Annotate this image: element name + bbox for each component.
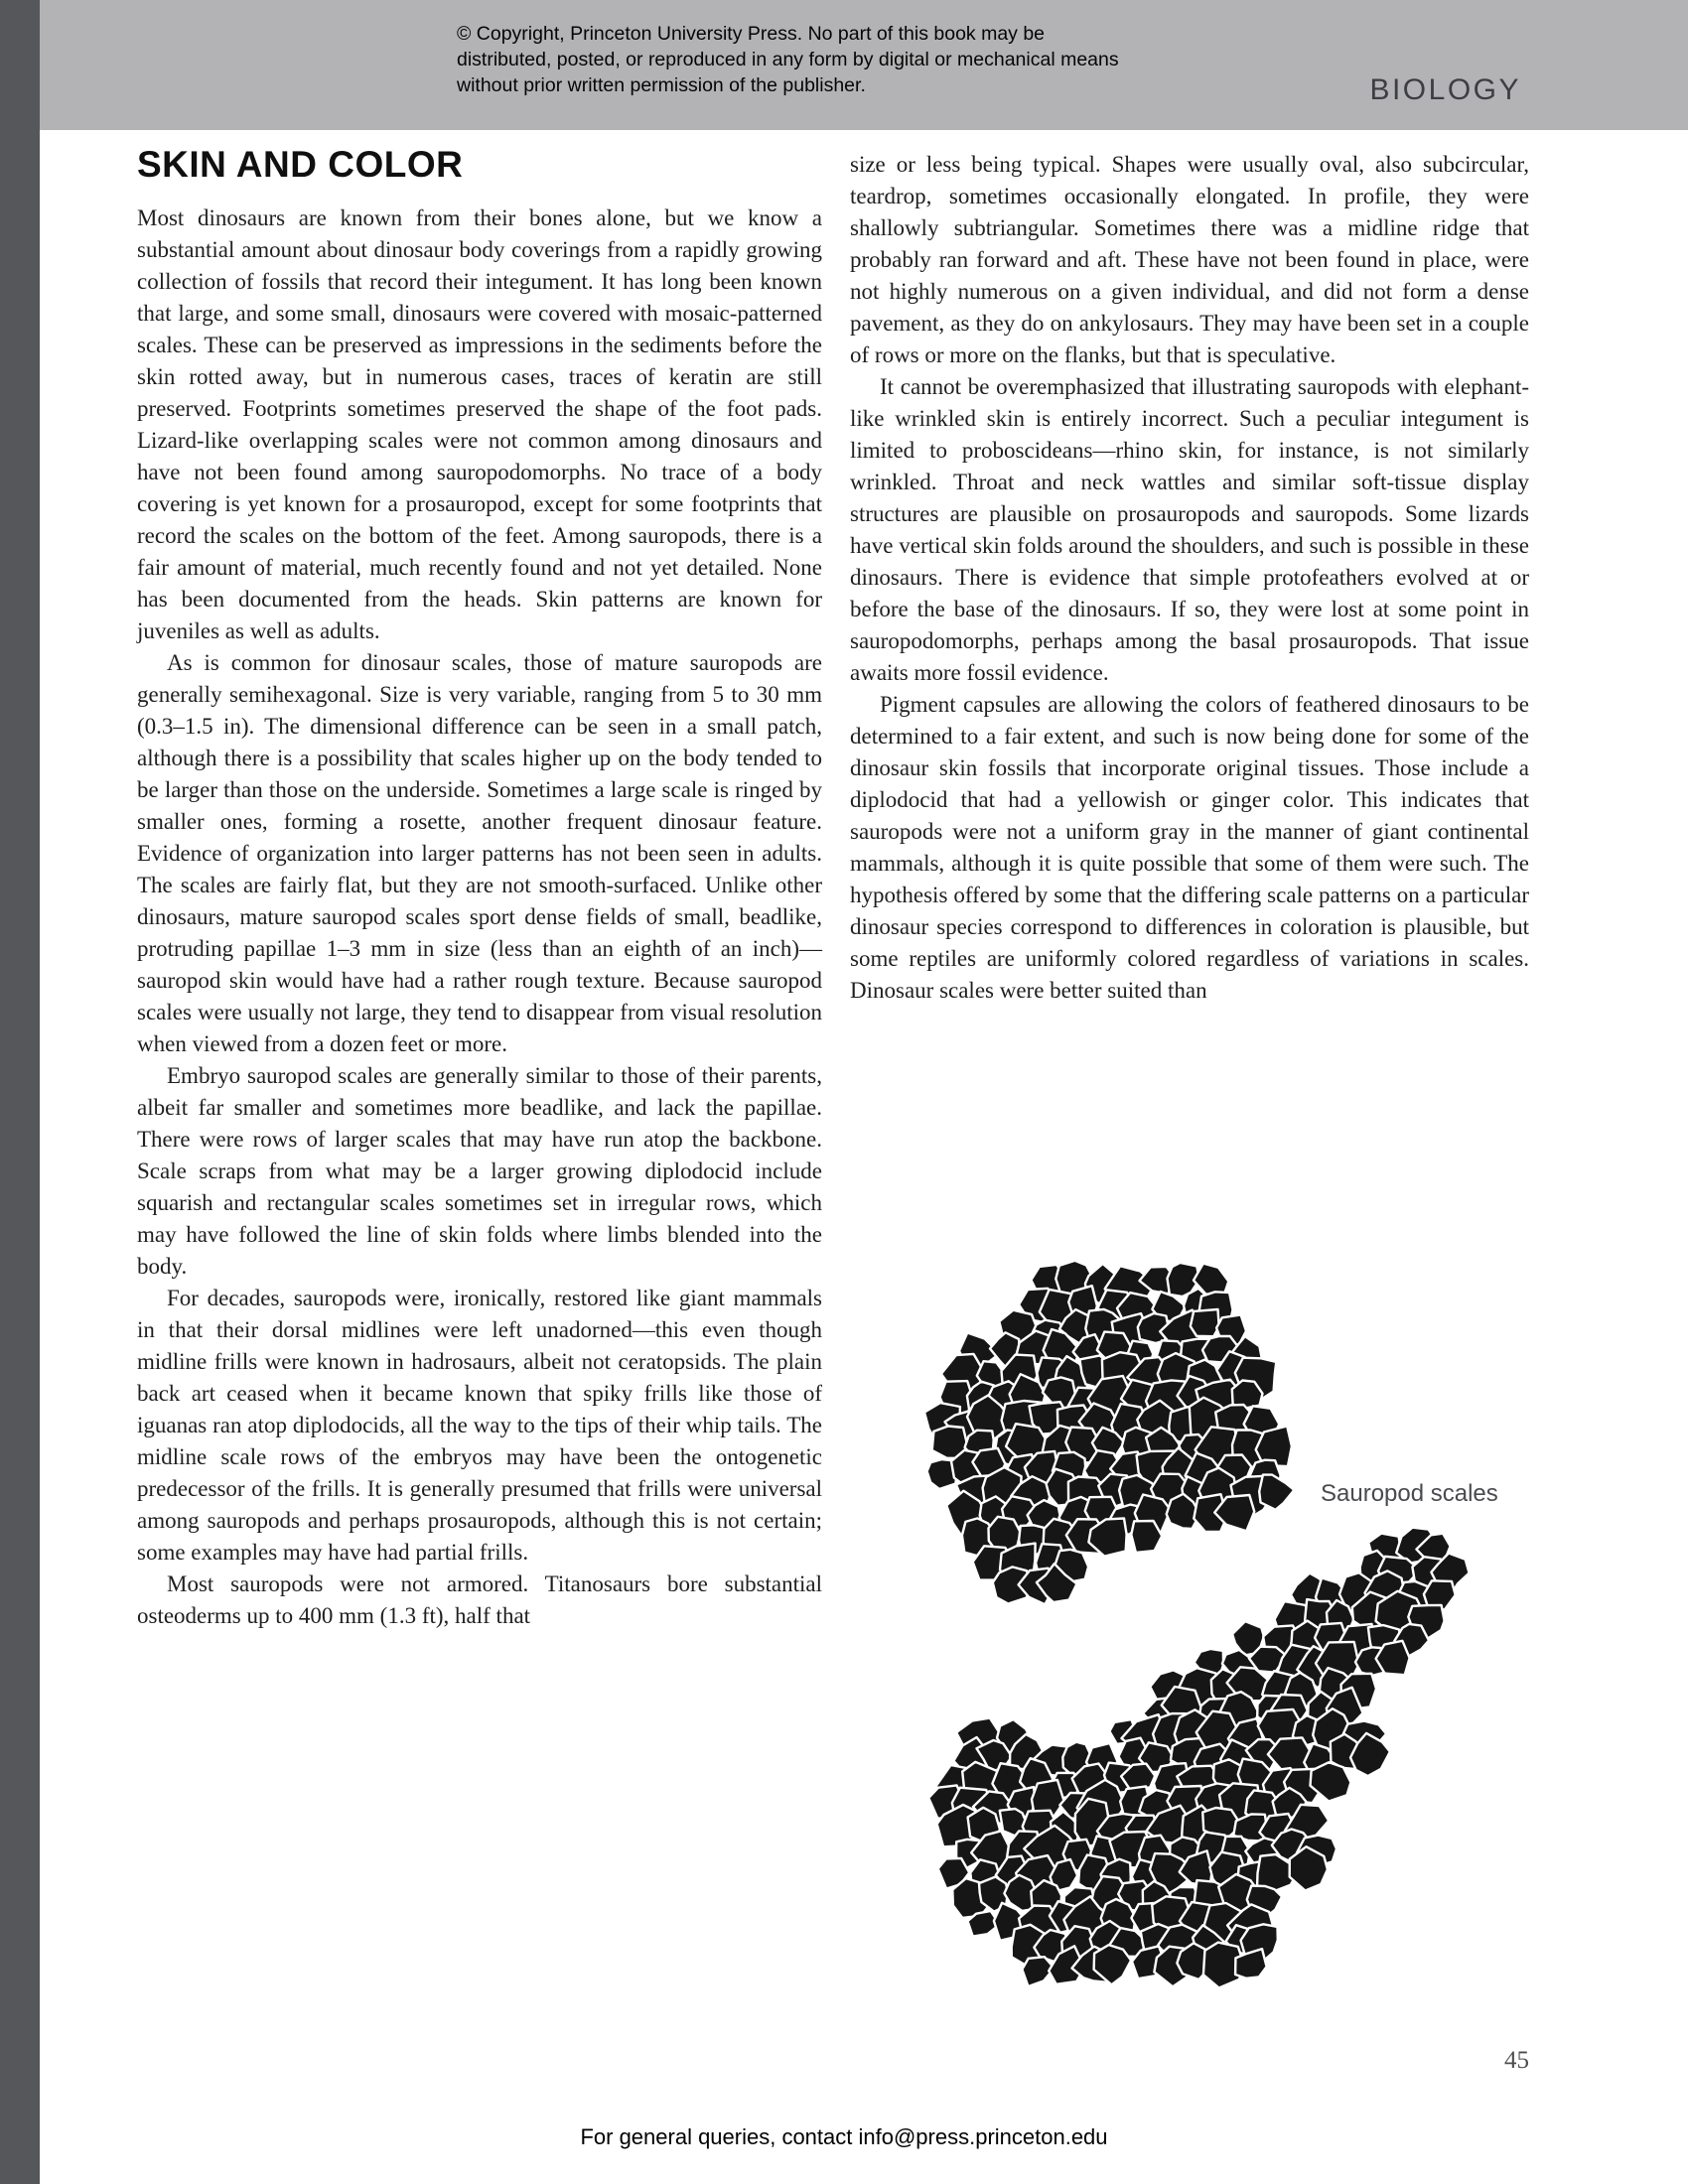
section-label: BIOLOGY xyxy=(1369,73,1521,106)
figure-caption: Sauropod scales xyxy=(1321,1480,1498,1507)
paragraph: For decades, sauropods were, ironically, restored like giant mammals in that their dorsal midlines were left unadorned—this even though midline frills were known in hadrosaurs, albeit not ceratopsids. The plain back art ceased when it became known that spiky frills like those of iguanas ran atop diplodocids, all the way to the tips of their whip tails. The midline scale rows of the embryos may have been the ontogenetic predecessor of the frills. It is generally presumed that frills were universal among sauropods and perhaps prosauropods, although this is not certain; some examples may have had partial frills. xyxy=(137,1286,822,1565)
paragraph: Embryo sauropod scales are generally similar to those of their parents, albeit far smaller and sometimes more beadlike, and lack the papillae. There were rows of larger scales that may have run atop the backbone. Scale scraps from what may be a larger growing diplodocid include squarish and rectangular scales sometimes set in irregular rows, which may have followed the line of skin folds where limbs blended into the body. xyxy=(137,1063,822,1279)
page-number: 45 xyxy=(1504,2047,1529,2074)
right-column xyxy=(850,149,1529,1007)
copyright-notice: © Copyright, Princeton University Press. No part of this book may be distributed, posted, or reproduced in any form by digital or mechanical means without prior written permission of the publisher. xyxy=(457,23,1119,96)
left-column-text xyxy=(137,203,822,1632)
right-column-text xyxy=(850,149,1529,1007)
paragraph: It cannot be overemphasized that illustrating sauropods with elephant-like wrinkled skin is entirely incorrect. Such a peculiar integument is limited to proboscideans—rhino skin, for instance, is not similarly wrinkled. Throat and neck wattles and similar soft-tissue display structures are plausible on prosauropods and sauropods. Some lizards have vertical skin folds around the shoulders, and such is possible in these dinosaurs. There is evidence that simple protofeathers evolved at or before the base of the dinosaurs. If so, they were lost at some point in sauropodomorphs, perhaps among the basal prosauropods. That issue awaits more fossil evidence. xyxy=(850,374,1529,685)
paragraph: Pigment capsules are allowing the colors of feathered dinosaurs to be determined to a fair extent, and such is now being done for some of the dinosaur skin fossils that incorporate original tissues. Those include a diplodocid that had a yellowish or ginger color. This indicates that sauropods were not a uniform gray in the manner of giant continental mammals, although it is quite possible that some of them were such. The hypothesis offered by some that the differing scale patterns on a particular dinosaur species correspond to differences in coloration is plausible, but some reptiles are uniformly colored regardless of variations in scales. Dinosaur scales were better suited than xyxy=(850,692,1529,1003)
paragraph: As is common for dinosaur scales, those of mature sauropods are generally semihexagonal. Size is very variable, ranging from 5 to 30 mm (0.3–1.5 in). The dimensional difference can be seen in a small patch, although there is a possibility that scales higher up on the body tended to be larger than those on the underside. Sometimes a large scale is ringed by smaller ones, forming a rosette, another frequent dinosaur feature. Evidence of organization into larger patterns has not been seen in adults. The scales are fairly flat, but they are not smooth-surfaced. Unlike other dinosaurs, mature sauropod scales sport dense fields of small, beadlike, protruding papillae 1–3 mm in size (less than an eighth of an inch)—sauropod skin would have had a rather rough texture. Because sauropod scales were usually not large, they tend to disappear from visual resolution when viewed from a dozen feet or more. xyxy=(137,650,822,1056)
scale-cell xyxy=(1259,1475,1294,1510)
sauropod-scales-figure xyxy=(874,1226,1529,2060)
scale-cell xyxy=(1191,1309,1219,1336)
spine-strip xyxy=(0,0,40,2184)
paragraph: Most dinosaurs are known from their bones alone, but we know a substantial amount about dinosaur body coverings from a rapidly growing collection of fossils that record their integument. It has long been known that large, and some small, dinosaurs were covered with mosaic-patterned scales. These can be preserved as impressions in the sediments before the skin rotted away, but in numerous cases, traces of keratin are still preserved. Footprints sometimes preserved the shape of the foot pads. Lizard-like overlapping scales were not common among dinosaurs and have not been found among sauropodomorphs. No trace of a body covering is yet known for a prosauropod, except for some footprints that record the scales on the bottom of the feet. Among sauropods, there is a fair amount of material, much recently found and not yet detailed. None has been documented from the heads. Skin patterns are known for juveniles as well as adults. xyxy=(137,205,822,643)
page-title: SKIN AND COLOR xyxy=(137,144,464,185)
left-column xyxy=(137,144,822,1632)
sauropod-scales-illustration xyxy=(874,1226,1529,2060)
scale-cell xyxy=(1131,1521,1162,1553)
paragraph: size or less being typical. Shapes were usually oval, also subcircular, teardrop, sometimes occasionally elongated. In profile, they were shallowly subtriangular. Sometimes there was a midline ridge that probably ran forward and aft. These have not been found in place, were not highly numerous on a given individual, and did not form a dense pavement, as they do on ankylosaurs. They may have been set in a couple of rows or more on the flanks, but that is speculative. xyxy=(850,152,1529,367)
page-header xyxy=(40,0,1688,130)
footer-contact: For general queries, contact info@press.princeton.edu xyxy=(580,2124,1108,2149)
paragraph: Most sauropods were not armored. Titanosaurs bore substantial osteoderms up to 400 mm (1.3 ft), half that xyxy=(137,1571,822,1628)
